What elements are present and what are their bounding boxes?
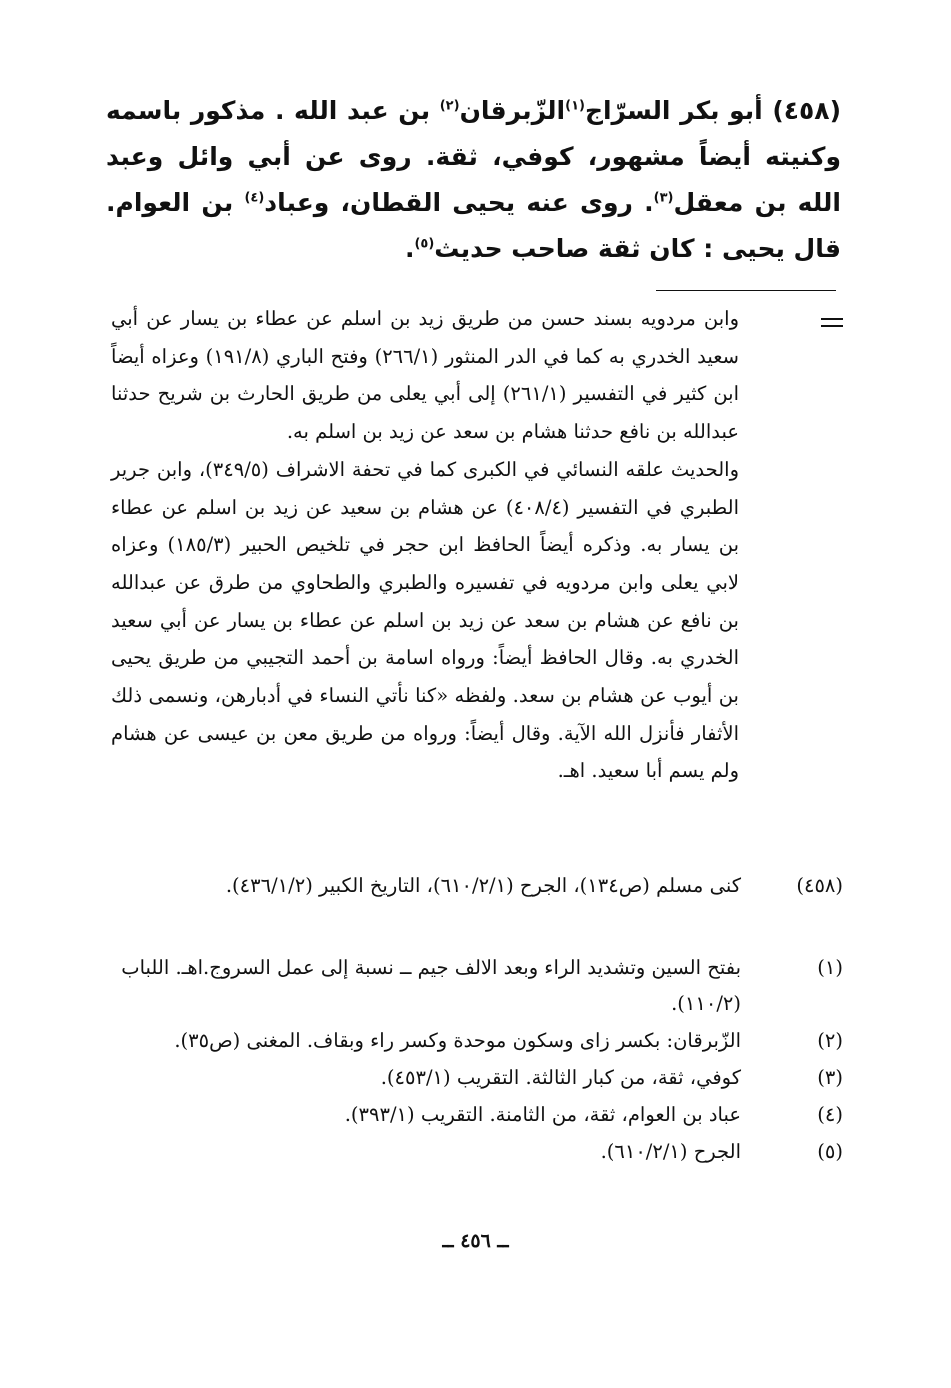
footnote-ref: (٢) (439, 98, 460, 114)
footnote-number: (١) (817, 956, 843, 979)
footnote-number: (٥) (817, 1140, 843, 1163)
entry-text: . (404, 234, 415, 263)
sources-number: (٤٥٨) (796, 874, 843, 897)
continued-paragraph: وابن مردويه بسند حسن من طريق زيد بن اسلم عن عطاء بن يسار عن أبي سعيد الخدري به كما في الدر المنثور (٢٦٦/١) وفتح الباري (١٩١/٨) وعزاه أيضاً ابن كثير في التفسير (٢٦١/١) إلى أبي يعلى من طريق الحارث بن شريح حدثنا عبدالله بن نافع حدثنا هشام بن سعد عن زيد بن اسلم به. (111, 307, 740, 444)
footnote-text: الزّبرقان: بكسر زاى وسكون موحدة وكسر راء وبقاف. المغنى (ص٣٥). (174, 1029, 741, 1052)
footnote-text: عباد بن العوام، ثقة، من الثامنة. التقريب (٣٩٣/١). (344, 1103, 741, 1126)
footnote (108, 950, 843, 1022)
footnote-ref: (٥) (414, 236, 435, 252)
footnote-separator (656, 290, 836, 291)
footnote-text: الجرح (٦١٠/٢/١). (600, 1140, 741, 1163)
footnote-number: (٣) (817, 1066, 843, 1089)
footnote-ref: (١) (565, 98, 585, 114)
footnote-text: بفتح السين وتشديد الراء وبعد الالف جيم ــ نسبة إلى عمل السروج.اهـ. اللباب (١١٠/٢). (121, 956, 741, 1015)
entry-text: . روى عنه يحيى القطان، وعباد (264, 188, 654, 217)
footnote-text: كوفي، ثقة، من كبار الثالثة. التقريب (٤٥٣/١). (380, 1066, 741, 1089)
entry-text: بن عبد الله . مذكور باسمه وكنيته أيضاً مشهور، كوفي، ثقة. روى عن أبي وائل وعبد الله بن معقل (106, 96, 841, 217)
entry-sources (108, 868, 843, 904)
footnote (108, 1023, 843, 1059)
sources-text: كنى مسلم (ص١٣٤)، الجرح (٦١٠/٢/١)، التاريخ الكبير (٤٣٦/١/٢). (225, 874, 741, 897)
biography-entry (106, 88, 841, 272)
footnote-number: (٤) (817, 1103, 843, 1126)
footnotes (108, 950, 843, 1171)
entry-number: (٤٥٨) (772, 96, 841, 125)
entry-text: الزّبرقان (459, 96, 566, 125)
page-number: ــ ٤٥٦ ــ (442, 1230, 509, 1252)
footnote (108, 1134, 843, 1170)
footnote-ref: (٤) (244, 190, 265, 206)
entry-text: أبو بكر السرّاج (584, 96, 773, 125)
footnote (108, 1060, 843, 1096)
entry-text: بن العوام. قال يحيى : كان ثقة صاحب حديث (106, 188, 841, 263)
footnote-ref: (٣) (653, 190, 674, 206)
continued-paragraph: والحديث علقه النسائي في الكبرى كما في تحفة الاشراف (٣٤٩/٥)، وابن جرير الطبري في التفسير (٤٠٨/٤) عن هشام بن سعيد عن زيد بن اسلم عن عطاء بن يسار به. وذكره أيضاً الحافظ ابن حجر في تلخيص الحبير (١٨٥/٣) وعزاه لابي يعلى وابن مردويه في تفسيره والطبري والطحاوي من طرق عن عبدالله بن نافع عن هشام بن سعد عن زيد بن اسلم عن عطاء بن يسار عن أبي سعيد الخدري به. وقال الحافظ أيضاً: ورواه اسامة بن أحمد التجيبي من طريق يحيى بن أيوب عن هشام بن سعد. ولفظه «كنا نأتي النساء في أدبارهن، ونسمى ذلك الأثفار فأنزل الله الآية. وقال أيضاً: ورواه من طريق معن بن عيسى عن هشام ولم يسم أبا سعيد. اهـ. (111, 457, 740, 783)
continued-footnote (111, 300, 739, 790)
footnote-number: (٢) (817, 1029, 843, 1052)
continuation-marker (821, 318, 843, 327)
footnote (108, 1097, 843, 1133)
